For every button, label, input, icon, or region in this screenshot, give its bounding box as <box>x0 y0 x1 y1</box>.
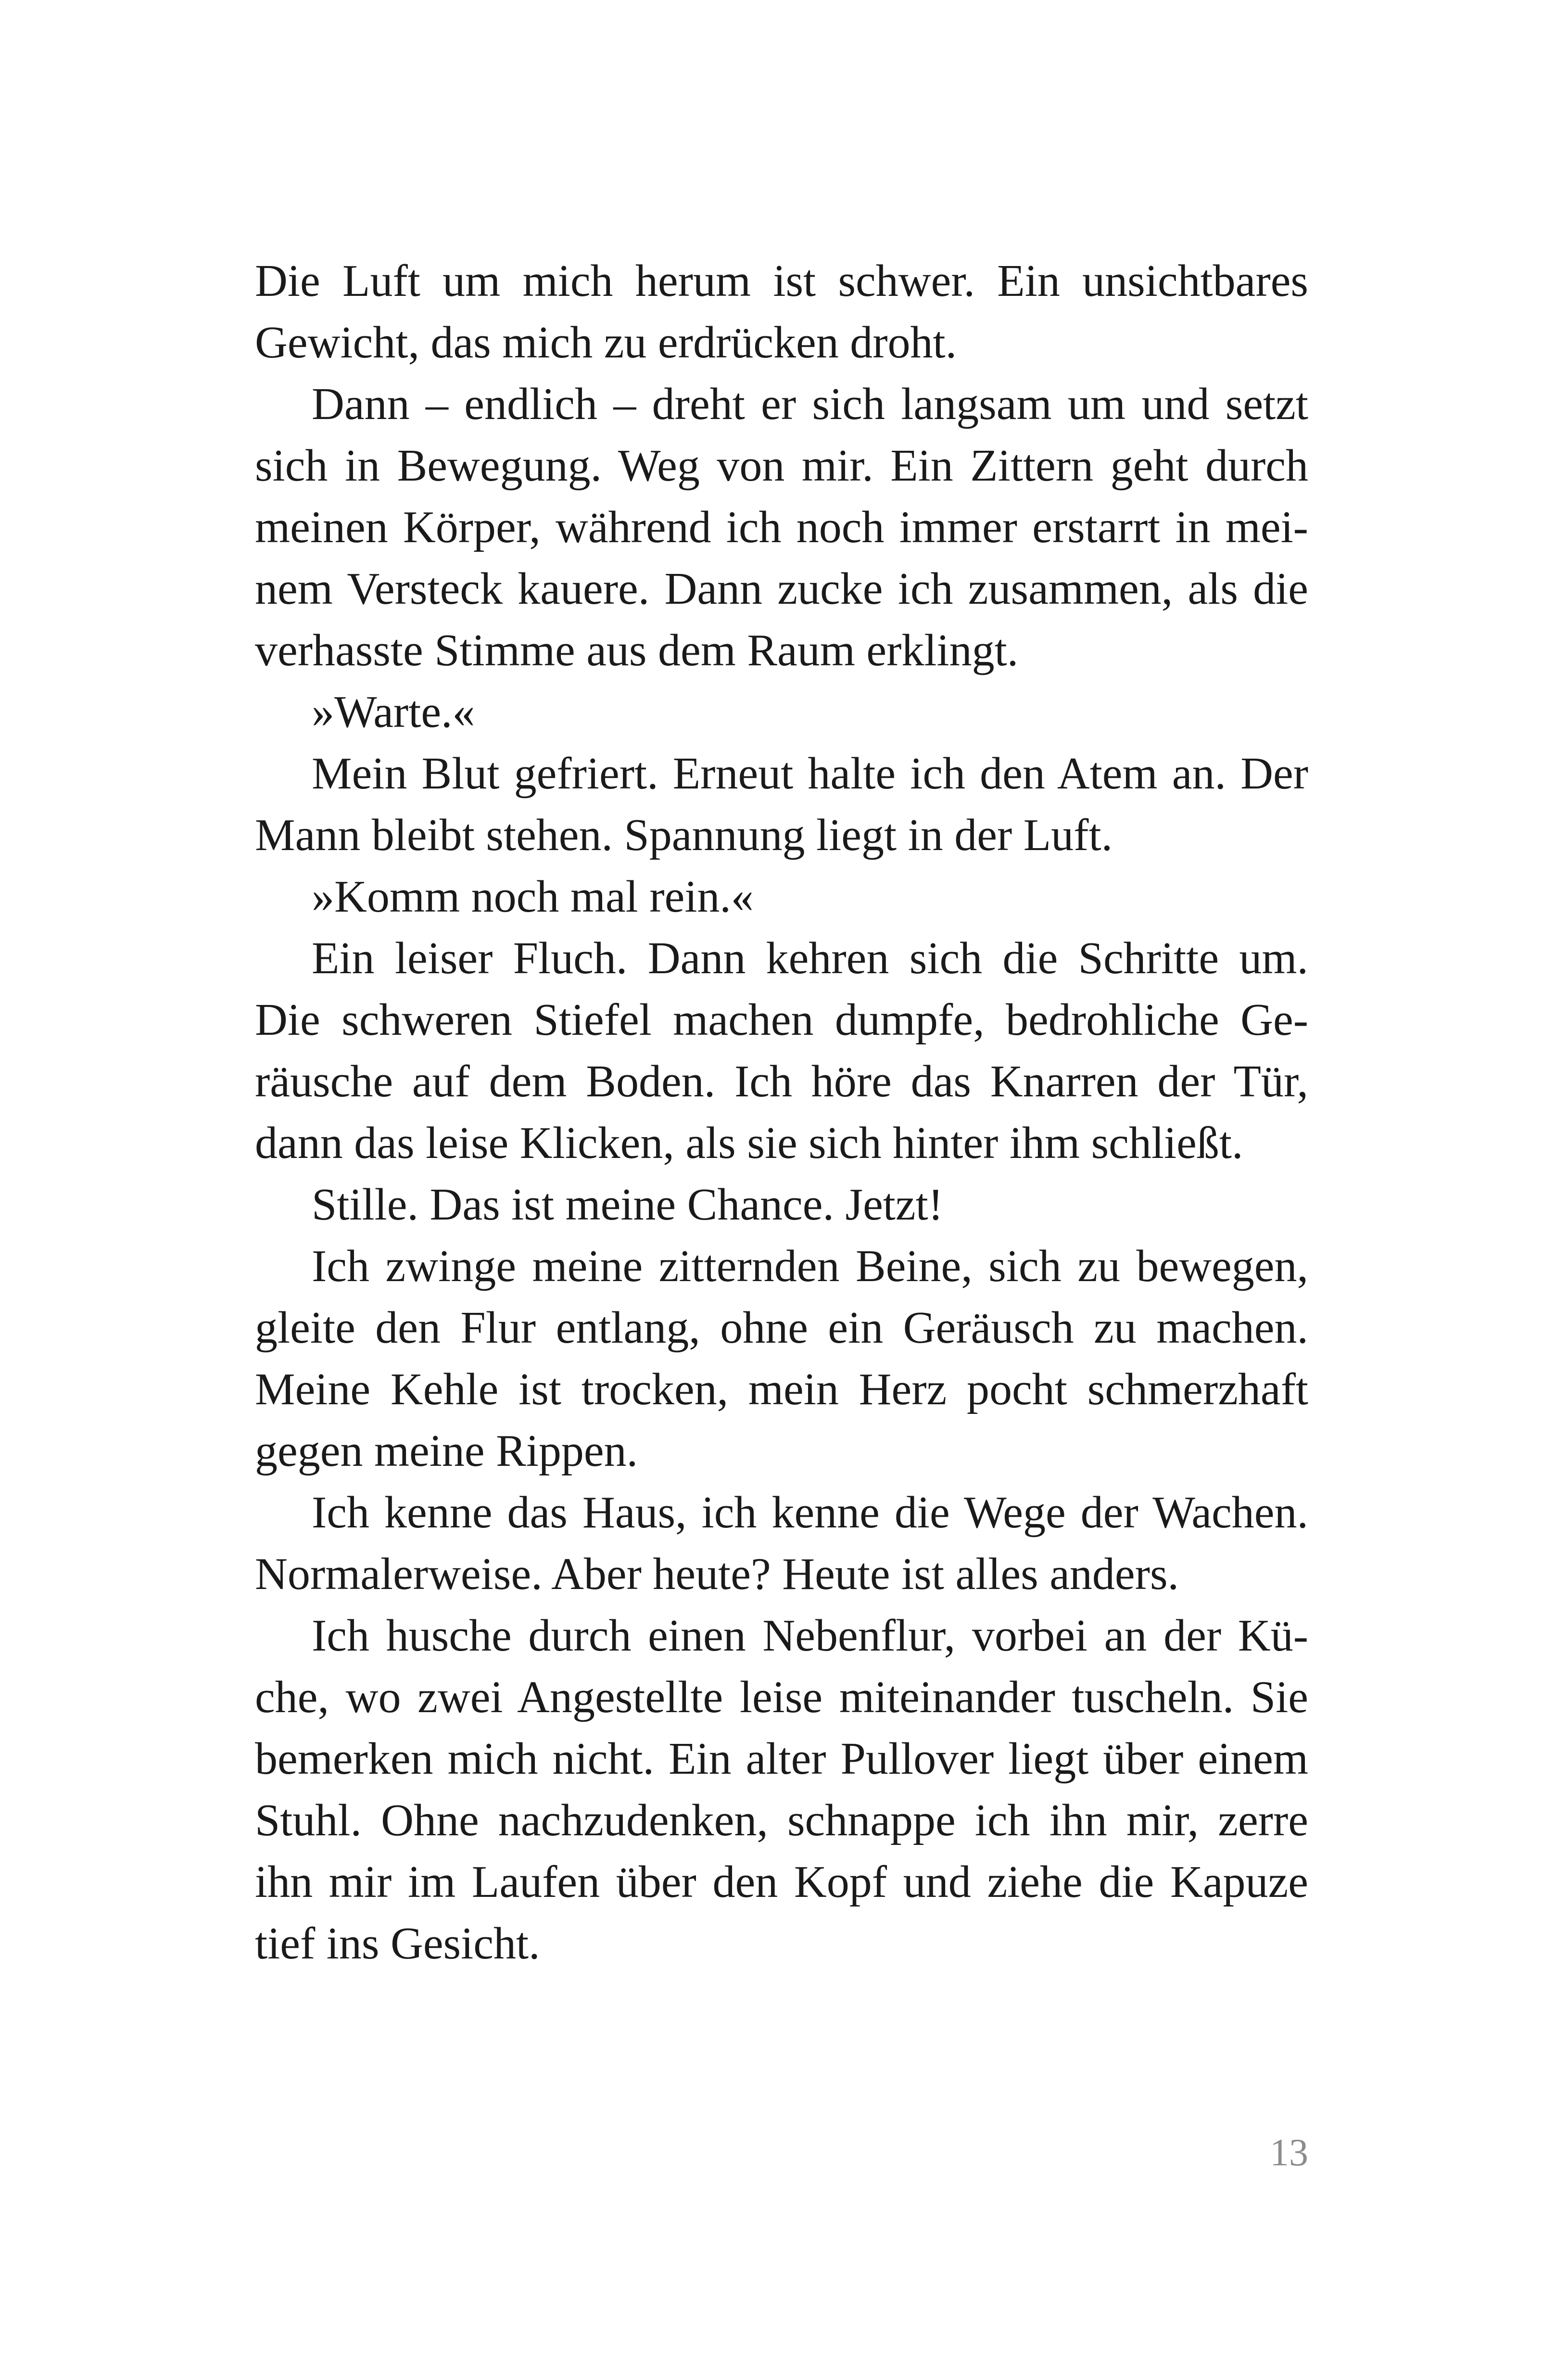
text-line: gegen meine Rippen. <box>255 1426 638 1476</box>
text-line: tief ins Gesicht. <box>255 1919 540 1969</box>
body-text <box>255 250 1308 1974</box>
text-line: Die schweren Stiefel machen dumpfe, bedrohliche Ge- <box>255 995 1308 1045</box>
text-line: Ich husche durch einen Nebenflur, vorbei an der Kü- <box>312 1611 1308 1661</box>
text-line: Ein leiser Fluch. Dann kehren sich die Schritte um. <box>312 933 1308 983</box>
text-line: gleite den Flur entlang, ohne ein Geräusch zu machen. <box>255 1303 1308 1353</box>
text-line: nem Versteck kauere. Dann zucke ich zusammen, als die <box>255 564 1308 614</box>
text-line: Dann – endlich – dreht er sich langsam um und setzt <box>312 379 1308 429</box>
text-line: »Komm noch mal rein.« <box>312 872 754 922</box>
text-line: sich in Bewegung. Weg von mir. Ein Zittern geht durch <box>255 441 1308 491</box>
text-line: ihn mir im Laufen über den Kopf und ziehe die Kapuze <box>255 1857 1308 1907</box>
text-line: Mann bleibt stehen. Spannung liegt in der Luft. <box>255 810 1113 860</box>
text-line: Stuhl. Ohne nachzudenken, schnappe ich ihn mir, zerre <box>255 1795 1308 1845</box>
text-line: Gewicht, das mich zu erdrücken droht. <box>255 318 957 368</box>
text-line: dann das leise Klicken, als sie sich hinter ihm schließt. <box>255 1118 1243 1168</box>
text-line: Mein Blut gefriert. Erneut halte ich den Atem an. Der <box>312 749 1308 799</box>
text-line: Stille. Das ist meine Chance. Jetzt! <box>312 1180 944 1230</box>
text-line: bemerken mich nicht. Ein alter Pullover liegt über einem <box>255 1734 1308 1784</box>
text-line: Die Luft um mich herum ist schwer. Ein unsichtbares <box>255 256 1308 306</box>
text-line: Normalerweise. Aber heute? Heute ist alles anders. <box>255 1549 1179 1599</box>
text-line: che, wo zwei Angestellte leise miteinander tuscheln. Sie <box>255 1672 1308 1722</box>
text-line: Meine Kehle ist trocken, mein Herz pocht schmerzhaft <box>255 1364 1308 1414</box>
text-line: »Warte.« <box>312 687 475 737</box>
text-line: Ich zwinge meine zitternden Beine, sich zu bewegen, <box>312 1241 1308 1291</box>
text-line: meinen Körper, während ich noch immer erstarrt in mei- <box>255 502 1308 552</box>
text-line: Ich kenne das Haus, ich kenne die Wege der Wachen. <box>312 1487 1308 1538</box>
text-line: räusche auf dem Boden. Ich höre das Knarren der Tür, <box>255 1056 1308 1106</box>
text-line: verhasste Stimme aus dem Raum erklingt. <box>255 625 1019 675</box>
page-number: 13 <box>1270 2132 1308 2174</box>
